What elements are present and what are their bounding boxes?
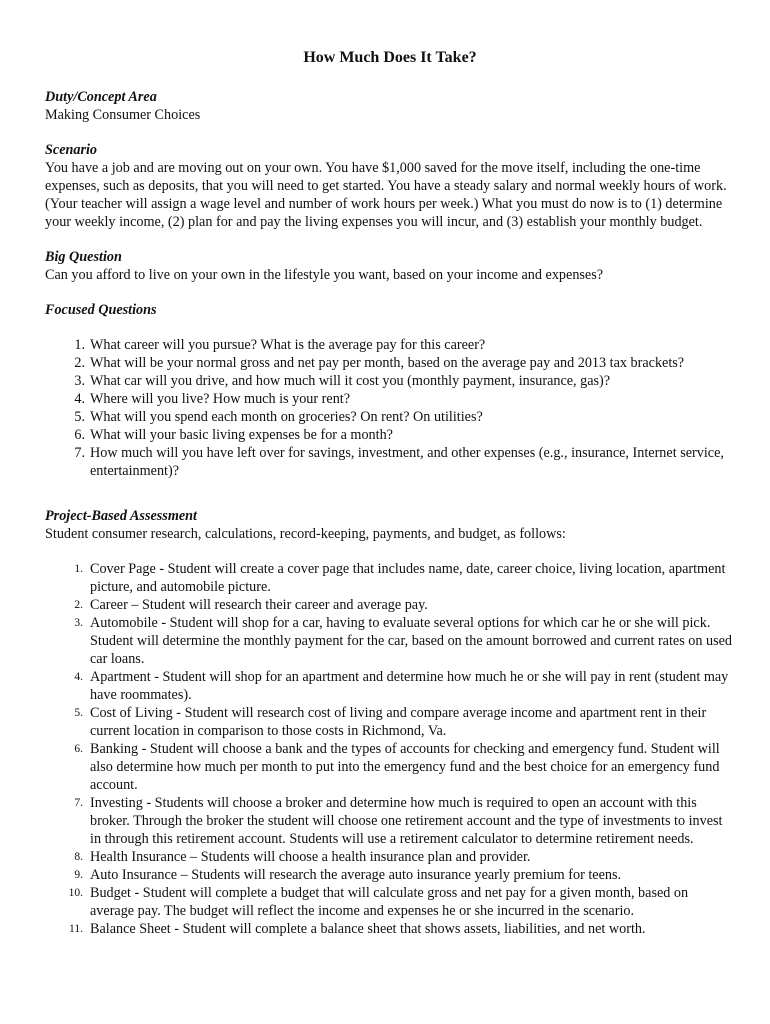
list-number: 3. [74, 617, 83, 629]
list-text: What will you spend each month on groceries? On rent? On utilities? [90, 409, 483, 425]
list-number: 9. [74, 869, 83, 881]
list-number: 6. [74, 427, 85, 443]
document-page [45, 48, 735, 938]
list-text: Where will you live? How much is your rent? [90, 391, 351, 407]
list-number: 8. [74, 851, 83, 863]
list-item [45, 794, 735, 848]
scenario-text: You have a job and are moving out on your own. You have $1,000 saved for the move itself, including the one-time expenses, such as deposits, that you will need to get started. You have a steady salary and normal weekly hours of work. (Your teacher will assign a wage level and number of work hours per week.) What you must do now is to (1) determine your weekly income, (2) plan for and pay the living expenses you will incur, and (3) establish your monthly budget. [45, 160, 727, 230]
list-item [45, 408, 735, 426]
list-item [45, 848, 735, 866]
list-item [45, 668, 735, 704]
list-text: Career – Student will research their career and average pay. [90, 597, 428, 613]
scenario-section [45, 141, 735, 231]
list-text: Health Insurance – Students will choose a health insurance plan and provider. [90, 849, 531, 865]
list-number: 5. [74, 409, 85, 425]
scenario-heading: Scenario [45, 142, 98, 158]
duty-text: Making Consumer Choices [45, 107, 201, 123]
list-text: Balance Sheet - Student will complete a balance sheet that shows assets, liabilities, and net worth. [90, 921, 646, 937]
list-number: 11. [69, 923, 83, 935]
list-number: 10. [68, 887, 83, 899]
list-item [45, 426, 735, 444]
assessment-intro: Student consumer research, calculations, record-keeping, payments, and budget, as follows: [45, 526, 566, 542]
list-text: What will your basic living expenses be for a month? [90, 427, 393, 443]
big-question-heading: Big Question [45, 249, 122, 265]
big-question-section [45, 248, 735, 284]
focused-questions-section [45, 301, 735, 480]
list-number: 3. [74, 373, 85, 389]
list-number: 6. [74, 743, 83, 755]
list-text: Auto Insurance – Students will research the average auto insurance yearly premium for teens. [90, 867, 622, 883]
list-text: Budget - Student will complete a budget that will calculate gross and net pay for a given month, based on average pay. The budget will reflect the income and expenses he or she incurred in the scenario. [90, 885, 689, 919]
list-item [45, 354, 735, 372]
assessment-section [45, 507, 735, 938]
list-item [45, 704, 735, 740]
page-title: How Much Does It Take? [303, 49, 477, 66]
assessment-list [45, 560, 735, 938]
list-number: 5. [74, 707, 83, 719]
list-item [45, 390, 735, 408]
duty-section [45, 88, 735, 124]
list-text: What will be your normal gross and net pay per month, based on the average pay and 2013 tax brackets? [90, 355, 685, 371]
list-number: 4. [74, 671, 83, 683]
list-item [45, 560, 735, 596]
list-number: 7. [74, 797, 83, 809]
list-text: Apartment - Student will shop for an apartment and determine how much he or she will pay in rent (student may have roommates). [90, 669, 729, 703]
list-number: 1. [74, 337, 85, 353]
list-text: Cost of Living - Student will research cost of living and compare average income and apartment rent in their current location in comparison to those costs in Richmond, Va. [90, 705, 707, 739]
list-item [45, 372, 735, 390]
assessment-heading: Project-Based Assessment [45, 508, 197, 524]
big-question-text: Can you afford to live on your own in the lifestyle you want, based on your income and expenses? [45, 267, 604, 283]
list-text: Banking - Student will choose a bank and the types of accounts for checking and emergency fund. Student will also determine how much per month to put into the emergency fund and the best choice for an emergency fund account. [90, 741, 720, 793]
list-text: What car will you drive, and how much will it cost you (monthly payment, insurance, gas)? [90, 373, 611, 389]
list-text: Investing - Students will choose a broker and determine how much is required to open an account with this broker. Through the broker the student will choose one retirement account and the type of investments to invest in through this retirement account. Students will use a retirement calculator to determine retirement needs. [90, 795, 723, 847]
duty-heading: Duty/Concept Area [45, 89, 157, 105]
focused-questions-list [45, 336, 735, 480]
list-item [45, 614, 735, 668]
list-text: What career will you pursue? What is the average pay for this career? [90, 337, 486, 353]
list-number: 2. [74, 355, 85, 371]
list-item [45, 866, 735, 884]
list-number: 4. [74, 391, 85, 407]
list-number: 7. [74, 445, 85, 461]
list-item [45, 740, 735, 794]
focused-questions-heading: Focused Questions [45, 302, 157, 318]
list-text: Automobile - Student will shop for a car, having to evaluate several options for which car he or she will pick. Student will determine the monthly payment for the car, based on the amount borrowed and current rates on used car loans. [90, 615, 733, 667]
list-number: 2. [74, 599, 83, 611]
list-text: Cover Page - Student will create a cover page that includes name, date, career choice, living location, apartment picture, and automobile picture. [90, 561, 726, 595]
list-item [45, 884, 735, 920]
list-text: How much will you have left over for savings, investment, and other expenses (e.g., insurance, Internet service, entertainment)? [90, 445, 724, 479]
list-item [45, 596, 735, 614]
list-item [45, 444, 735, 480]
list-item [45, 920, 735, 938]
list-item [45, 336, 735, 354]
list-number: 1. [74, 563, 83, 575]
